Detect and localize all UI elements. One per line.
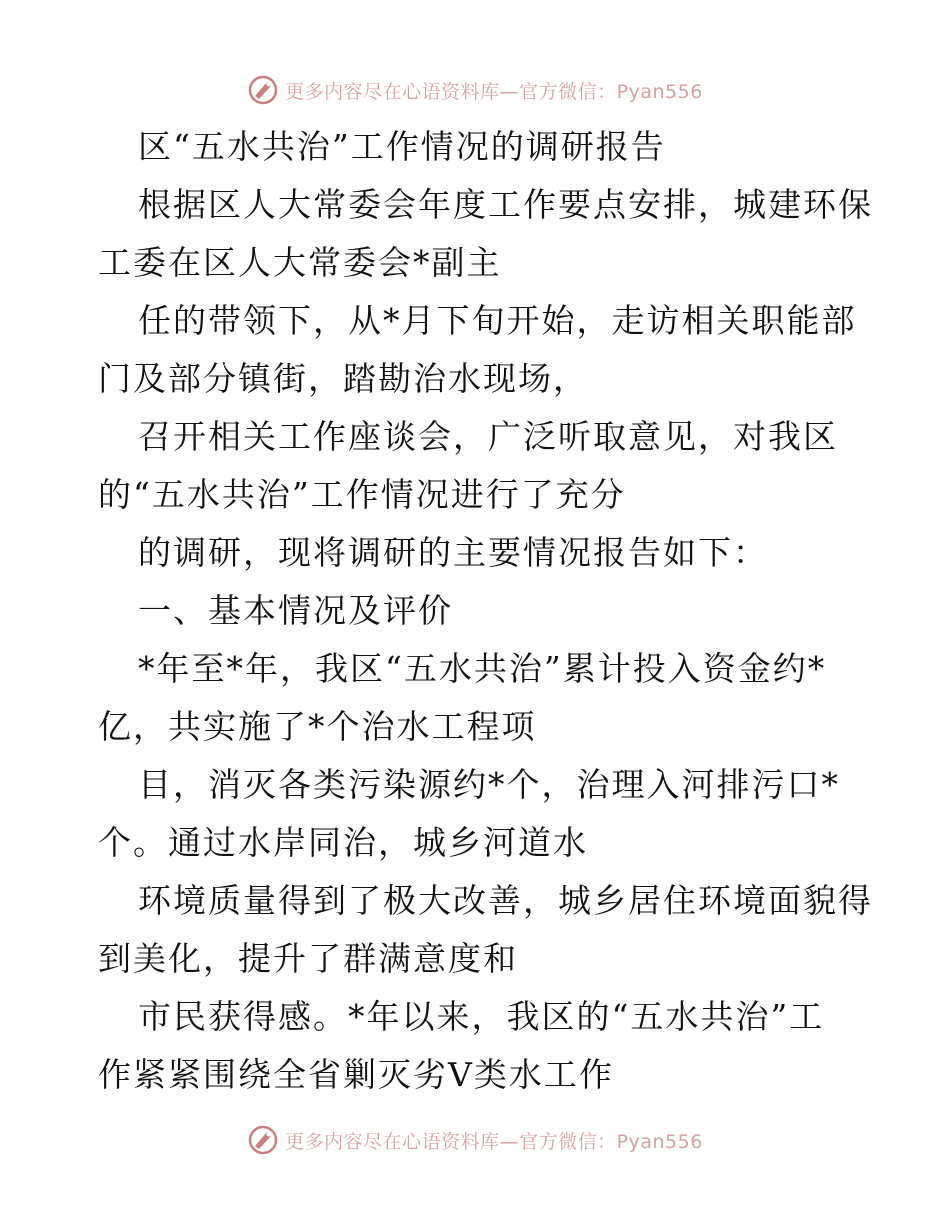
document-body <box>98 118 873 1104</box>
document-line: 任的带领下，从*月下旬开始，走访相关职能部 <box>138 301 857 340</box>
document-line: 目，消灭各类污染源约*个，治理入河排污口* <box>138 765 840 804</box>
logo-icon <box>247 1124 279 1156</box>
footer-banner <box>0 1122 950 1158</box>
document-line: 召开相关工作座谈会，广泛听取意见，对我区 <box>138 417 838 456</box>
document-title: 区“五水共治”工作情况的调研报告 <box>138 127 666 166</box>
document-line: *年至*年，我区“五水共治”累计投入资金约* <box>138 649 827 688</box>
header-banner <box>0 72 950 108</box>
document-line: 根据区人大常委会年度工作要点安排，城建环保 <box>138 185 873 224</box>
footer-banner-text: 更多内容尽在心语资料库—官方微信：Pyan556 <box>285 1130 703 1153</box>
document-line: 环境质量得到了极大改善，城乡居住环境面貌得 <box>138 881 873 920</box>
document-line: 亿，共实施了*个治水工程项 <box>98 707 537 746</box>
document-line: 作紧紧围绕全省剿灭劣V类水工作 <box>98 1055 614 1094</box>
document-line: 市民获得感。*年以来，我区的“五水共治”工 <box>138 997 825 1036</box>
document-line: 个。通过水岸同治，城乡河道水 <box>98 823 588 862</box>
document-line: 工委在区人大常委会*副主 <box>98 243 502 282</box>
header-banner-text: 更多内容尽在心语资料库—官方微信：Pyan556 <box>285 80 703 103</box>
document-line: 的调研，现将调研的主要情况报告如下： <box>138 533 768 572</box>
document-line: 到美化，提升了群满意度和 <box>98 939 518 978</box>
logo-icon <box>247 74 279 106</box>
document-line: 的“五水共治”工作情况进行了充分 <box>98 475 626 514</box>
section-heading: 一、基本情况及评价 <box>138 591 453 630</box>
document-line: 门及部分镇街，踏勘治水现场， <box>98 359 588 398</box>
